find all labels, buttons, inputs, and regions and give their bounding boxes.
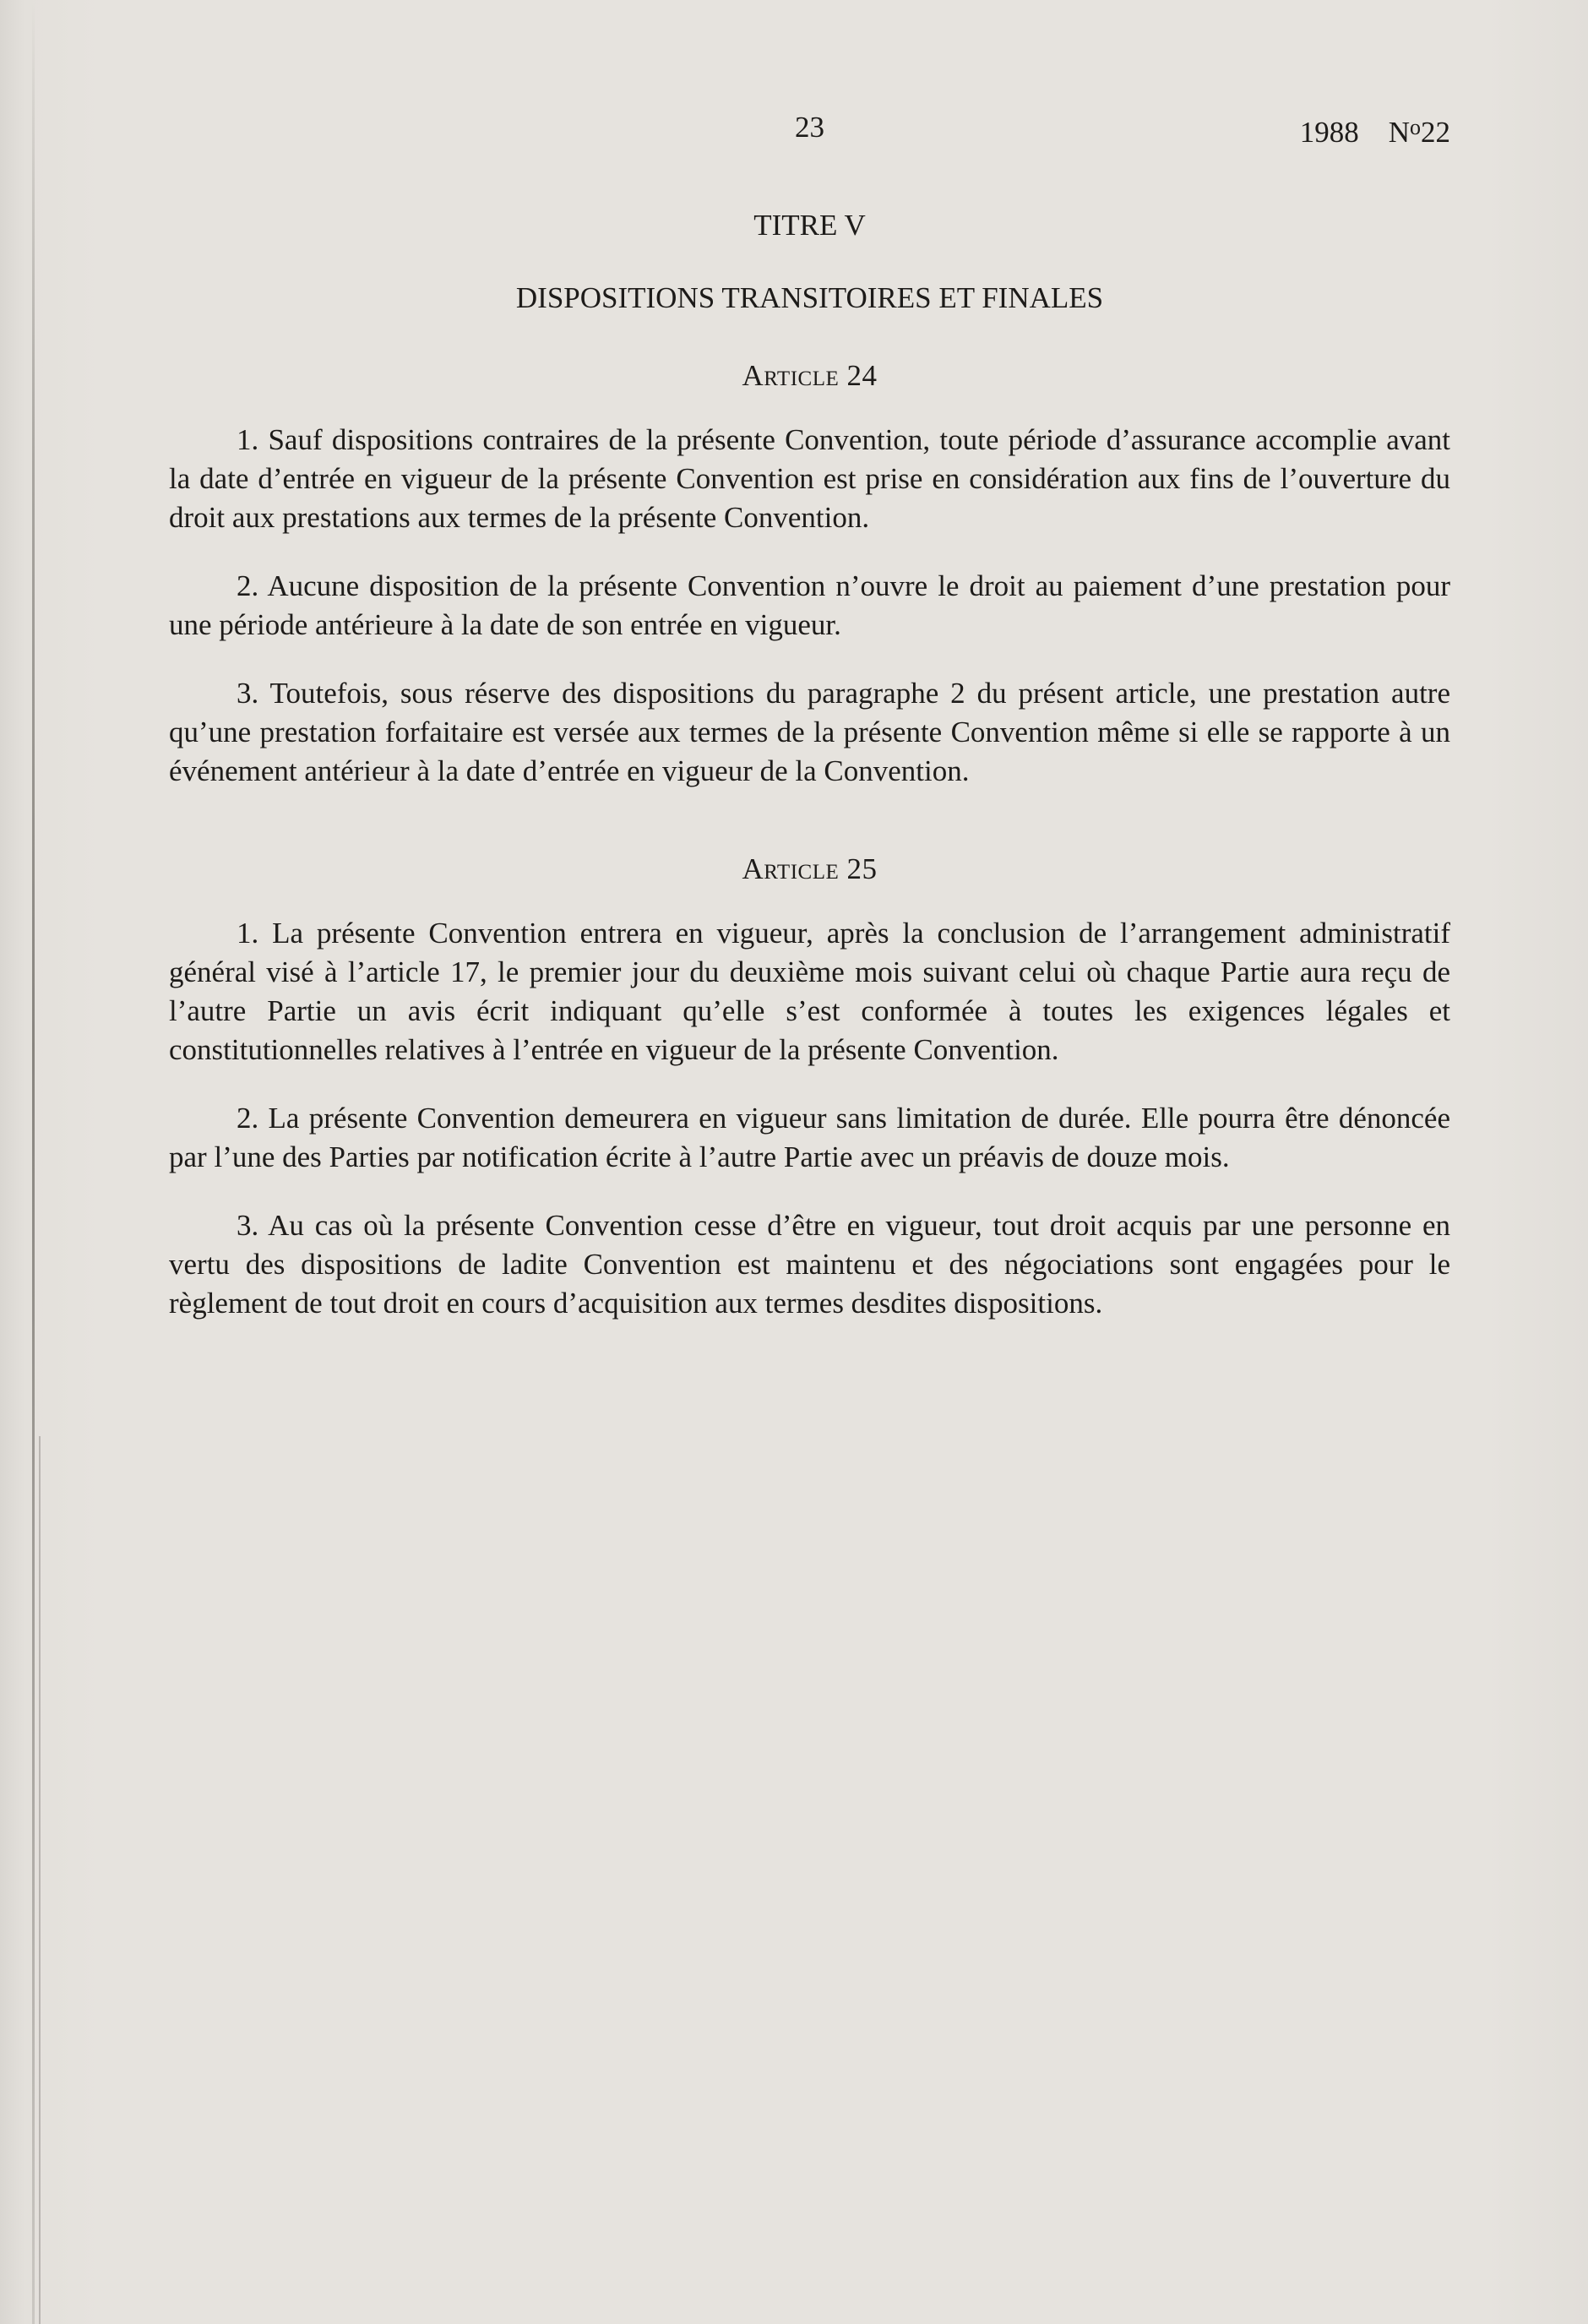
article-24-heading: Article 24 bbox=[742, 359, 878, 392]
article-25-paragraph-2: 2. La présente Convention demeurera en vigueur sans limitation de durée. Elle pourra être dénoncée par l’une des Parties par notification écrite à l’autre Partie avec un préavis de douze mois. bbox=[169, 1102, 1450, 1173]
article-24-paragraph-2: 2. Aucune disposition de la présente Convention n’ouvre le droit au paiement d’une prestation pour une période antérieure à la date de son entrée en vigueur. bbox=[169, 569, 1450, 641]
page-header bbox=[169, 108, 1450, 147]
section-subtitle: DISPOSITIONS TRANSITOIRES ET FINALES bbox=[515, 281, 1104, 314]
page-number: 23 bbox=[795, 111, 824, 144]
binding-edge bbox=[32, 0, 35, 2324]
binding-edge-inner bbox=[39, 1436, 41, 2324]
article-25-paragraph-3: 3. Au cas où la présente Convention cesse d’être en vigueur, tout droit acquis par une personne en vertu des dispositions de ladite Convention est maintenu et des négociations sont engagées pour le règlement de tout droit en cours d’acquisition aux termes desdites dispositions. bbox=[169, 1209, 1450, 1320]
number-label: N bbox=[1388, 116, 1410, 149]
article-25-heading: Article 25 bbox=[742, 852, 878, 885]
article-25-paragraph-1: 1. La présente Convention entrera en vigueur, après la conclusion de l’arrangement administratif général visé à l’article 17, le premier jour du deuxième mois suivant celui où chaque Partie aura reçu de l’autre Partie un avis écrit indiquant qu’elle s’est conformée à toutes les exigences légales et constitutionnelles relatives à l’entrée en vigueur de la présente Convention. bbox=[169, 917, 1450, 1066]
article-24-paragraph-1: 1. Sauf dispositions contraires de la présente Convention, toute période d’assurance accomplie avant la date d’entrée en vigueur de la présente Convention est prise en considération aux fins de l’ouverture du droit aux prestations aux termes de la présente Convention. bbox=[169, 423, 1450, 534]
number-value: 22 bbox=[1421, 116, 1450, 149]
volume-year: 1988 bbox=[1299, 116, 1359, 149]
number-superscript: o bbox=[1410, 115, 1421, 139]
article-24-paragraph-3: 3. Toutefois, sous réserve des dispositions du paragraphe 2 du présent article, une prestation autre qu’une prestation forfaitaire est versée aux termes de la présente Convention même si elle se rapporte à un événement antérieur à la date d’entrée en vigueur de la Convention. bbox=[169, 677, 1450, 787]
section-title: TITRE V bbox=[753, 209, 866, 242]
document-body bbox=[169, 206, 1450, 1352]
volume-reference bbox=[1300, 108, 1450, 152]
